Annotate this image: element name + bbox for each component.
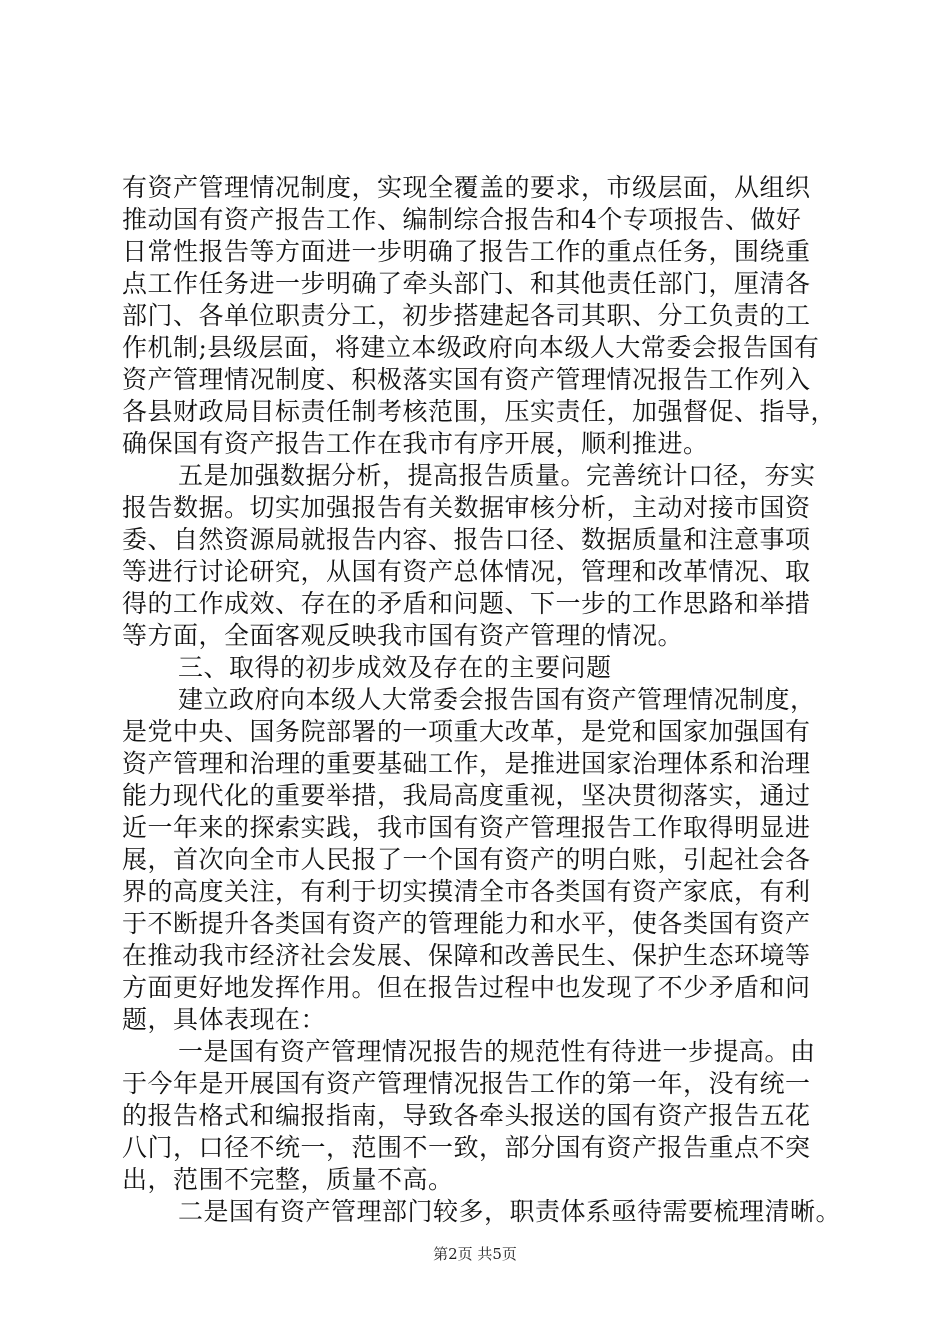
text-line: 展，首次向全市人民报了一个国有资产的明白账，引起社会各: [122, 845, 811, 874]
text-line: 三、取得的初步成效及存在的主要问题: [178, 653, 612, 682]
text-line: 于不断提升各类国有资产的管理能力和水平，使各类国有资产: [122, 909, 811, 938]
text-line: 各县财政局目标责任制考核范围，压实责任，加强督促、指导，: [122, 397, 837, 426]
text-line: 作机制;县级层面，将建立本级政府向本级人大常委会报告国有: [122, 333, 820, 362]
text-line: 在推动我市经济社会发展、保障和改善民生、保护生态环境等: [122, 941, 811, 970]
text-line: 报告数据。切实加强报告有关数据审核分析，主动对接市国资: [122, 493, 811, 522]
text-line: 点工作任务进一步明确了牵头部门、和其他责任部门，厘清各: [122, 269, 811, 298]
text-line: 二是国有资产管理部门较多，职责体系亟待需要梳理清晰。: [178, 1197, 842, 1226]
text-line: 得的工作成效、存在的矛盾和问题、下一步的工作思路和举措: [122, 589, 811, 618]
text-line: 有资产管理情况制度，实现全覆盖的要求，市级层面，从组织: [122, 173, 811, 202]
text-line: 出，范围不完整，质量不高。: [122, 1165, 454, 1194]
body-text: [122, 172, 842, 1228]
text-line: 方面更好地发挥作用。但在报告过程中也发现了不少矛盾和问: [122, 973, 811, 1002]
text-line: 能力现代化的重要举措，我局高度重视，坚决贯彻落实，通过: [122, 781, 811, 810]
text-line: 部门、各单位职责分工，初步搭建起各司其职、分工负责的工: [122, 301, 811, 330]
text-line: 资产管理和治理的重要基础工作，是推进国家治理体系和治理: [122, 749, 811, 778]
text-line: 等方面，全面客观反映我市国有资产管理的情况。: [122, 621, 684, 650]
page-footer: 第2页 共5页: [433, 1245, 517, 1263]
text-line: 一是国有资产管理情况报告的规范性有待进一步提高。由: [178, 1037, 816, 1066]
text-line: 资产管理情况制度、积极落实国有资产管理情况报告工作列入: [122, 365, 811, 394]
text-line: 日常性报告等方面进一步明确了报告工作的重点任务，围绕重: [122, 237, 811, 266]
text-line: 近一年来的探索实践，我市国有资产管理报告工作取得明显进: [122, 813, 811, 842]
text-line: 五是加强数据分析，提高报告质量。完善统计口径，夯实: [178, 461, 816, 490]
text-line: 等进行讨论研究，从国有资产总体情况，管理和改革情况、取: [122, 557, 811, 586]
text-line: 八门，口径不统一，范围不一致，部分国有资产报告重点不突: [122, 1133, 811, 1162]
text-line: 确保国有资产报告工作在我市有序开展，顺利推进。: [122, 429, 709, 458]
text-line: 题，具体表现在：: [122, 1005, 327, 1034]
text-line: 的报告格式和编报指南，导致各牵头报送的国有资产报告五花: [122, 1101, 811, 1130]
text-line: 推动国有资产报告工作、编制综合报告和4个专项报告、做好: [122, 205, 802, 234]
text-line: 委、自然资源局就报告内容、报告口径、数据质量和注意事项: [122, 525, 811, 554]
text-line: 是党中央、国务院部署的一项重大改革，是党和国家加强国有: [122, 717, 811, 746]
text-line: 建立政府向本级人大常委会报告国有资产管理情况制度，: [178, 685, 816, 714]
text-line: 于今年是开展国有资产管理情况报告工作的第一年，没有统一: [122, 1069, 811, 1098]
text-line: 界的高度关注，有利于切实摸清全市各类国有资产家底，有利: [122, 877, 811, 906]
